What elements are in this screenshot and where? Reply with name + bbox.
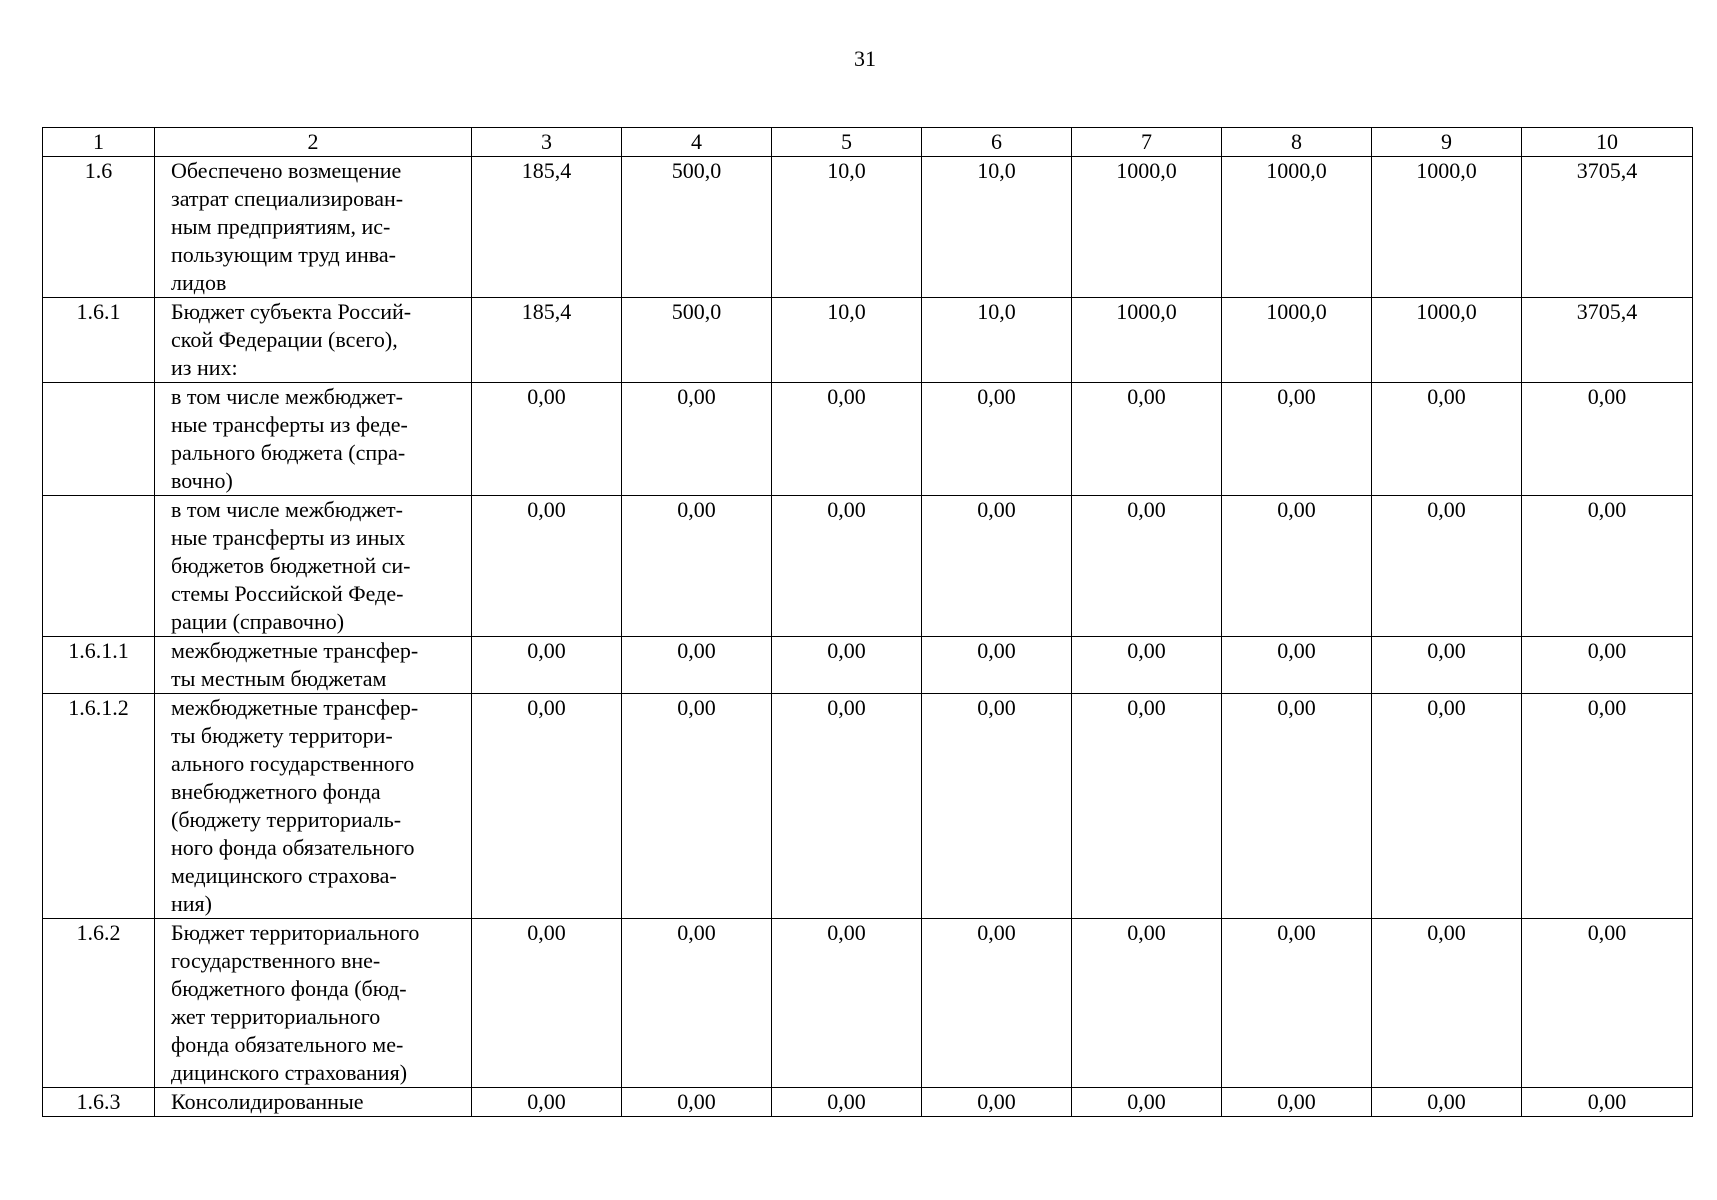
value-cell: 0,00 — [1222, 919, 1372, 1088]
table-header-row — [43, 128, 1693, 157]
value-cell: 10,0 — [772, 157, 922, 298]
value-cell: 10,0 — [772, 298, 922, 383]
row-description — [155, 637, 472, 694]
value-cell: 0,00 — [1072, 919, 1222, 1088]
description-line: рации (справочно) — [171, 609, 345, 634]
value-cell: 0,00 — [1072, 1088, 1222, 1117]
value-cell: 1000,0 — [1372, 157, 1522, 298]
value-cell: 0,00 — [922, 637, 1072, 694]
value-cell: 0,00 — [1522, 919, 1693, 1088]
description-line: ные трансферты из феде- — [171, 412, 408, 437]
description-line: ным предприятиям, ис- — [171, 214, 391, 239]
value-cell: 0,00 — [1072, 496, 1222, 637]
value-cell: 0,00 — [1522, 1088, 1693, 1117]
column-header: 1 — [43, 128, 155, 157]
value-cell: 0,00 — [622, 919, 772, 1088]
value-cell: 0,00 — [622, 383, 772, 496]
description-line: Обеспечено возмещение — [171, 158, 402, 183]
description-line: Бюджет субъекта Россий- — [171, 299, 412, 324]
value-cell: 0,00 — [472, 496, 622, 637]
row-code: 1.6.3 — [43, 1088, 155, 1117]
value-cell: 0,00 — [1222, 496, 1372, 637]
table-row — [43, 157, 1693, 298]
row-description — [155, 1088, 472, 1117]
value-cell: 3705,4 — [1522, 298, 1693, 383]
row-description — [155, 383, 472, 496]
value-cell: 0,00 — [1222, 383, 1372, 496]
value-cell: 0,00 — [922, 919, 1072, 1088]
row-code: 1.6.1 — [43, 298, 155, 383]
budget-table — [42, 127, 1693, 1117]
value-cell: 0,00 — [622, 1088, 772, 1117]
value-cell: 1000,0 — [1072, 157, 1222, 298]
description-line: бюджетного фонда (бюд- — [171, 976, 407, 1001]
row-description — [155, 157, 472, 298]
row-description — [155, 694, 472, 919]
row-description — [155, 496, 472, 637]
row-code: 1.6 — [43, 157, 155, 298]
value-cell: 0,00 — [622, 496, 772, 637]
row-description — [155, 298, 472, 383]
page-number: 31 — [854, 46, 876, 71]
column-header: 7 — [1072, 128, 1222, 157]
value-cell: 0,00 — [472, 1088, 622, 1117]
description-line: межбюджетные трансфер- — [171, 695, 419, 720]
value-cell: 0,00 — [472, 383, 622, 496]
column-header: 3 — [472, 128, 622, 157]
value-cell: 185,4 — [472, 298, 622, 383]
description-line: в том числе межбюджет- — [171, 497, 403, 522]
value-cell: 1000,0 — [1222, 157, 1372, 298]
row-description — [155, 919, 472, 1088]
column-header: 5 — [772, 128, 922, 157]
description-line: рального бюджета (спра- — [171, 440, 406, 465]
description-line: дицинского страхования) — [171, 1060, 408, 1085]
description-line: межбюджетные трансфер- — [171, 638, 419, 663]
value-cell: 0,00 — [1522, 637, 1693, 694]
description-line: ской Федерации (всего), — [171, 327, 398, 352]
table-row — [43, 496, 1693, 637]
value-cell: 0,00 — [772, 1088, 922, 1117]
value-cell: 0,00 — [1372, 637, 1522, 694]
description-line: внебюджетного фонда — [171, 779, 381, 804]
column-header: 9 — [1372, 128, 1522, 157]
column-header: 10 — [1522, 128, 1693, 157]
value-cell: 1000,0 — [1372, 298, 1522, 383]
table-row — [43, 1088, 1693, 1117]
column-header: 6 — [922, 128, 1072, 157]
description-line: пользующим труд инва- — [171, 242, 396, 267]
row-code: 1.6.1.2 — [43, 694, 155, 919]
row-code: 1.6.1.1 — [43, 637, 155, 694]
description-line: фонда обязательного ме- — [171, 1032, 404, 1057]
table-row — [43, 694, 1693, 919]
value-cell: 0,00 — [1372, 694, 1522, 919]
value-cell: 500,0 — [622, 157, 772, 298]
value-cell: 0,00 — [922, 694, 1072, 919]
description-line: государственного вне- — [171, 948, 381, 973]
value-cell: 0,00 — [1522, 694, 1693, 919]
value-cell: 0,00 — [1222, 694, 1372, 919]
value-cell: 0,00 — [772, 383, 922, 496]
table-row — [43, 919, 1693, 1088]
description-line: ты местным бюджетам — [171, 666, 387, 691]
value-cell: 0,00 — [1072, 383, 1222, 496]
description-line: стемы Российской Феде- — [171, 581, 404, 606]
value-cell: 0,00 — [1372, 496, 1522, 637]
table-row — [43, 298, 1693, 383]
description-line: ные трансферты из иных — [171, 525, 406, 550]
value-cell: 1000,0 — [1222, 298, 1372, 383]
description-line: жет территориального — [171, 1004, 381, 1029]
description-line: бюджетов бюджетной си- — [171, 553, 411, 578]
description-line: ального государственного — [171, 751, 415, 776]
row-code — [43, 496, 155, 637]
value-cell: 0,00 — [772, 919, 922, 1088]
value-cell: 10,0 — [922, 157, 1072, 298]
value-cell: 1000,0 — [1072, 298, 1222, 383]
value-cell: 0,00 — [622, 694, 772, 919]
column-header: 8 — [1222, 128, 1372, 157]
row-code — [43, 383, 155, 496]
table-row — [43, 383, 1693, 496]
value-cell: 0,00 — [472, 919, 622, 1088]
description-line: ния) — [171, 891, 212, 916]
value-cell: 0,00 — [1222, 1088, 1372, 1117]
description-line: Бюджет территориального — [171, 920, 420, 945]
value-cell: 0,00 — [1372, 383, 1522, 496]
value-cell: 0,00 — [922, 383, 1072, 496]
description-line: ты бюджету территори- — [171, 723, 393, 748]
value-cell: 0,00 — [1072, 637, 1222, 694]
value-cell: 0,00 — [922, 496, 1072, 637]
value-cell: 0,00 — [772, 694, 922, 919]
description-line: ного фонда обязательного — [171, 835, 415, 860]
value-cell: 0,00 — [1372, 919, 1522, 1088]
value-cell: 0,00 — [472, 637, 622, 694]
description-line: лидов — [171, 270, 227, 295]
value-cell: 0,00 — [922, 1088, 1072, 1117]
row-code: 1.6.2 — [43, 919, 155, 1088]
value-cell: 0,00 — [1372, 1088, 1522, 1117]
value-cell: 10,0 — [922, 298, 1072, 383]
value-cell: 0,00 — [1222, 637, 1372, 694]
value-cell: 0,00 — [472, 694, 622, 919]
table-row — [43, 637, 1693, 694]
value-cell: 0,00 — [1072, 694, 1222, 919]
description-line: медицинского страхова- — [171, 863, 397, 888]
description-line: затрат специализирован- — [171, 186, 404, 211]
value-cell: 185,4 — [472, 157, 622, 298]
column-header: 4 — [622, 128, 772, 157]
value-cell: 500,0 — [622, 298, 772, 383]
description-line: (бюджету территориаль- — [171, 807, 402, 832]
value-cell: 0,00 — [622, 637, 772, 694]
value-cell: 0,00 — [772, 637, 922, 694]
value-cell: 3705,4 — [1522, 157, 1693, 298]
value-cell: 0,00 — [1522, 496, 1693, 637]
description-line: из них: — [171, 355, 238, 380]
value-cell: 0,00 — [772, 496, 922, 637]
description-line: вочно) — [171, 468, 233, 493]
value-cell: 0,00 — [1522, 383, 1693, 496]
description-line: в том числе межбюджет- — [171, 384, 403, 409]
description-line: Консолидированные — [171, 1089, 364, 1114]
column-header: 2 — [155, 128, 472, 157]
